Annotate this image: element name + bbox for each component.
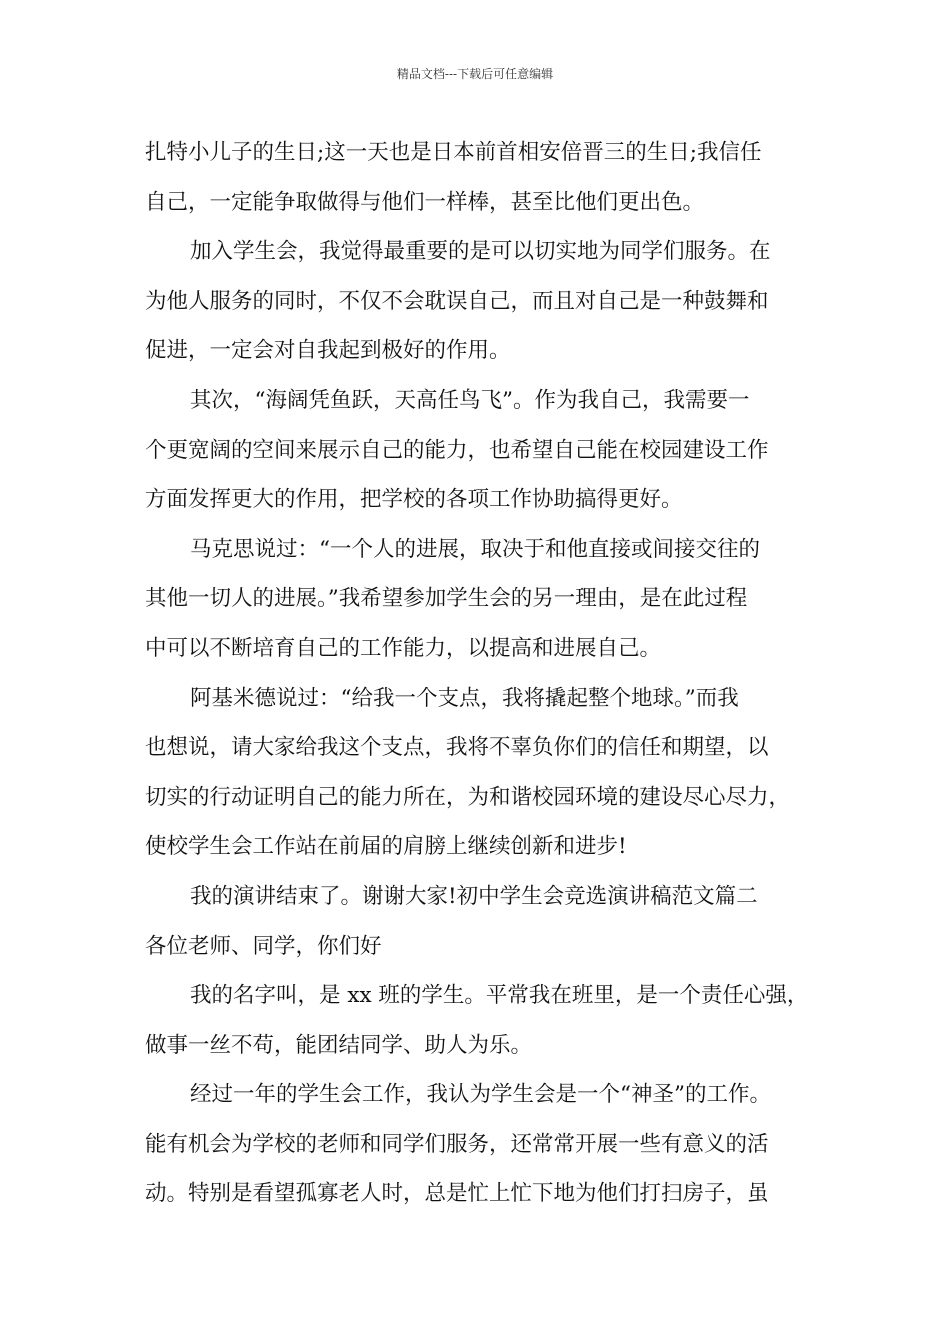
text-line: 做事一丝不苟，能团结同学、助人为乐。 bbox=[145, 1032, 533, 1058]
text-line: 其他一切人的进展。”我希望参加学生会的另一理由，是在此过程 bbox=[145, 586, 748, 612]
text-line: 个更宽阔的空间来展示自己的能力，也希望自己能在校园建设工作 bbox=[145, 437, 769, 463]
text-line: 为他人服务的同时，不仅不会耽误自己，而且对自己是一种鼓舞和 bbox=[145, 288, 769, 314]
text-line: 自己，一定能争取做得与他们一样棒，甚至比他们更出色。 bbox=[145, 189, 705, 215]
page-header: 精品文档---下载后可任意编辑 bbox=[396, 67, 554, 81]
paragraph-start-line: 阿基米德说过：“给我一个支点，我将撬起整个地球。”而我 bbox=[190, 685, 739, 711]
text-line: 动。特别是看望孤寡老人时，总是忙上忙下地为他们打扫房子，虽 bbox=[145, 1181, 769, 1207]
paragraph-start-line: 马克思说过：“一个人的进展，取决于和他直接或间接交往的 bbox=[190, 536, 760, 562]
text-line: 中可以不断培育自己的工作能力，以提高和进展自己。 bbox=[145, 635, 662, 661]
paragraph-start-line: 我的名字叫，是 xx 班的学生。平常我在班里，是一个责任心强， bbox=[190, 983, 809, 1009]
paragraph-start-line: 我的演讲结束了。谢谢大家!初中学生会竞选演讲稿范文篇二 bbox=[190, 883, 758, 909]
text-line: 扎特小儿子的生日;这一天也是日本前首相安倍晋三的生日;我信任 bbox=[145, 140, 762, 165]
text-line: 各位老师、同学，你们好 bbox=[145, 933, 382, 959]
document-body bbox=[145, 128, 835, 1219]
text-line: 方面发挥更大的作用，把学校的各项工作协助搞得更好。 bbox=[145, 487, 683, 513]
text-line: 能有机会为学校的老师和同学们服务，还常常开展一些有意义的活 bbox=[145, 1131, 769, 1157]
paragraph-start-line: 其次，“海阔凭鱼跃，天高任鸟飞”。作为我自己，我需要一 bbox=[190, 387, 750, 413]
text-line: 促进，一定会对自我起到极好的作用。 bbox=[145, 338, 511, 364]
text-line: 使校学生会工作站在前届的肩膀上继续创新和进步! bbox=[145, 834, 627, 860]
paragraph-start-line: 加入学生会，我觉得最重要的是可以切实地为同学们服务。在 bbox=[190, 239, 771, 265]
text-line: 切实的行动证明自己的能力所在，为和谐校园环境的建设尽心尽力， bbox=[145, 784, 791, 810]
text-line: 也想说，请大家给我这个支点，我将不辜负你们的信任和期望，以 bbox=[145, 735, 769, 761]
paragraph-start-line: 经过一年的学生会工作，我认为学生会是一个“神圣”的工作。 bbox=[190, 1082, 771, 1108]
